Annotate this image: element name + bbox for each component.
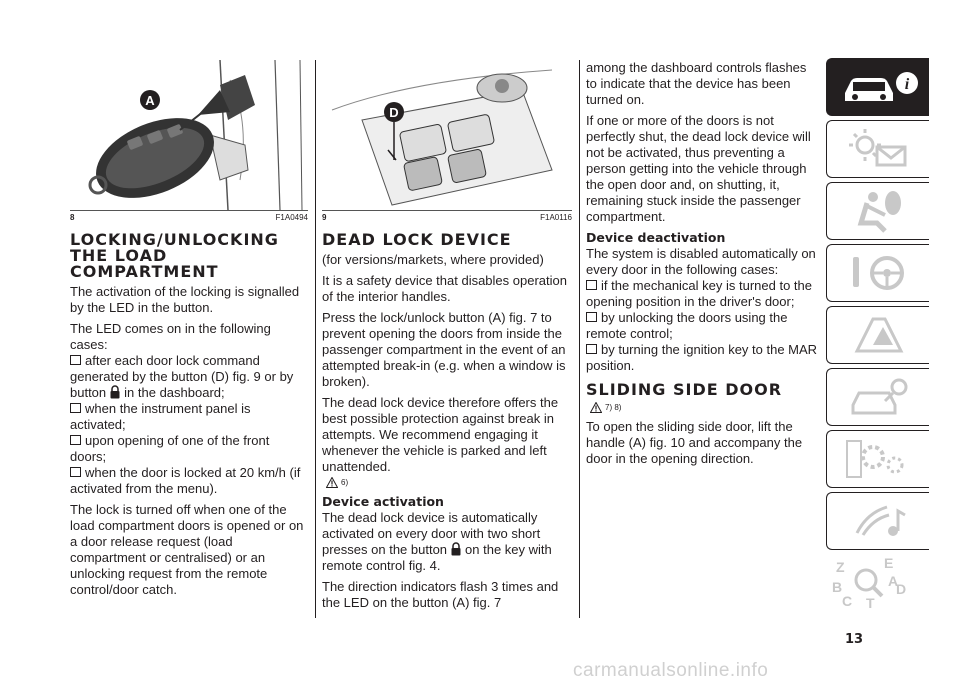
bullet-box-icon (586, 344, 597, 354)
multimedia-icon (827, 493, 929, 549)
bullet-item: by unlocking the doors using the remote control; (586, 310, 788, 341)
column-divider (579, 60, 580, 618)
bullet-item: by turning the ignition key to the MAR position. (586, 342, 818, 373)
bullet-box-icon (586, 280, 597, 290)
svg-text:i: i (904, 76, 910, 93)
tab-car-info[interactable] (826, 58, 929, 116)
car-info-icon (827, 59, 929, 115)
tab-starting-driving[interactable] (826, 244, 929, 302)
svg-text:E: E (884, 555, 894, 571)
paragraph: The system is disabled automatically on every door in the following cases: (586, 246, 816, 277)
warning-reference: 7) 8) (590, 402, 820, 413)
door-switch-panel-illustration (322, 60, 572, 210)
tab-maintenance[interactable] (826, 368, 929, 426)
warning-triangle-icon (590, 402, 602, 413)
paragraph: among the dashboard controls flashes to indicate that the device has been turned on. (586, 60, 807, 107)
bullet-box-icon (586, 312, 597, 322)
warning-triangle-icon (326, 477, 338, 488)
paragraph: (for versions/markets, where provided) (322, 252, 544, 267)
steering-key-icon (827, 245, 929, 301)
bullet-box-icon (70, 467, 81, 477)
svg-text:Z: Z (836, 559, 845, 575)
svg-text:T: T (866, 595, 875, 610)
tab-technical-data[interactable] (826, 430, 929, 488)
warning-lights-icon (827, 121, 929, 177)
figure-number: 9 (322, 213, 327, 222)
paragraph: The dead lock device therefore offers the best possible protection against break in attempts. We recommend engaging it whenever the vehicle is parked and left unattended. (322, 395, 559, 474)
page-number: 13 (845, 632, 864, 647)
tab-warning-lights[interactable] (826, 120, 929, 178)
figure-9-door-panel (322, 60, 572, 211)
key-fob-illustration (70, 60, 308, 210)
figure-number: 8 (70, 213, 75, 222)
figure-8-key-fob (70, 60, 308, 211)
section-heading: DEAD LOCK DEVICE (322, 230, 512, 249)
svg-text:A: A (888, 573, 899, 589)
watermark: carmanualsonline.info (573, 660, 769, 681)
tab-emergency[interactable] (826, 306, 929, 364)
svg-text:B: B (832, 579, 843, 595)
paragraph: If one or more of the doors is not perfectly shut, the dead lock device will not be activated, thus preventing a person getting into the vehicle through the open door and, on shutting, it, remaining stuck inside the passenger compartment. (586, 113, 811, 224)
section-heading: LOCKING/UNLOCKING THE LOAD COMPARTMENT (70, 230, 279, 281)
svg-text:C: C (842, 593, 853, 609)
column-divider (315, 60, 316, 618)
airbag-seat-icon (827, 183, 929, 239)
paragraph: Press the lock/unlock button (A) fig. 7 to prevent opening the doors from inside the passenger compartment in the event of an attempted break-in (e.g. when a window is broken). (322, 310, 566, 389)
road-warning-icon (827, 307, 929, 363)
column-1 (70, 60, 308, 603)
paragraph: To open the sliding side door, lift the handle (A) fig. 10 and accompany the door in the opening direction. (586, 419, 803, 466)
paragraph: The lock is turned off when one of the load compartment doors is opened or on a door release request (load compartment or centralised) or an unlocking request from the remote control/door catch. (70, 502, 304, 597)
bullet-box-icon (70, 403, 81, 413)
tab-safety[interactable] (826, 182, 929, 240)
bullet-item: upon opening of one of the front doors; (70, 433, 270, 464)
tab-multimedia[interactable] (826, 492, 929, 550)
index-letters-icon (826, 554, 928, 610)
lock-icon (450, 542, 462, 556)
paragraph: It is a safety device that disables operation of the interior handles. (322, 273, 567, 304)
paragraph: The direction indicators flash 3 times and the LED on the button (A) fig. 7 (322, 579, 559, 610)
column-3 (586, 60, 820, 472)
subheading: Device deactivation (586, 230, 726, 245)
paragraph: The LED comes on in the following cases: (70, 321, 271, 352)
paragraph: The dead lock device is automatically activated on every door with two short presses on the button on the key with remote control fig. 4. (322, 510, 552, 573)
warning-reference: 6) (326, 477, 572, 488)
bullet-item: when the door is locked at 20 km/h (if activated from the menu). (70, 465, 301, 496)
figure-label-a: A (145, 93, 155, 108)
tab-index[interactable] (826, 554, 928, 610)
chapter-tabs-sidebar (826, 58, 928, 610)
lock-icon (109, 385, 121, 399)
bullet-item: if the mechanical key is turned to the opening position in the driver's door; (586, 278, 813, 309)
figure-code: F1A0494 (275, 213, 308, 222)
bullet-box-icon (70, 355, 81, 365)
subheading: Device activation (322, 494, 444, 509)
figure-code: F1A0116 (540, 213, 572, 222)
bullet-item: after each door lock command generated by the button (D) fig. 9 or by button in the dashboard; (70, 353, 294, 400)
figure-caption (70, 213, 308, 222)
section-heading: SLIDING SIDE DOOR (586, 380, 783, 399)
figure-caption (322, 213, 572, 222)
column-2 (322, 60, 572, 616)
figure-label-d: D (389, 105, 399, 120)
settings-gears-icon (827, 431, 929, 487)
paragraph: The activation of the locking is signalled by the LED in the button. (70, 284, 300, 315)
bullet-box-icon (70, 435, 81, 445)
svg-text:D: D (896, 581, 907, 597)
car-service-icon (827, 369, 929, 425)
bullet-item: when the instrument panel is activated; (70, 401, 251, 432)
